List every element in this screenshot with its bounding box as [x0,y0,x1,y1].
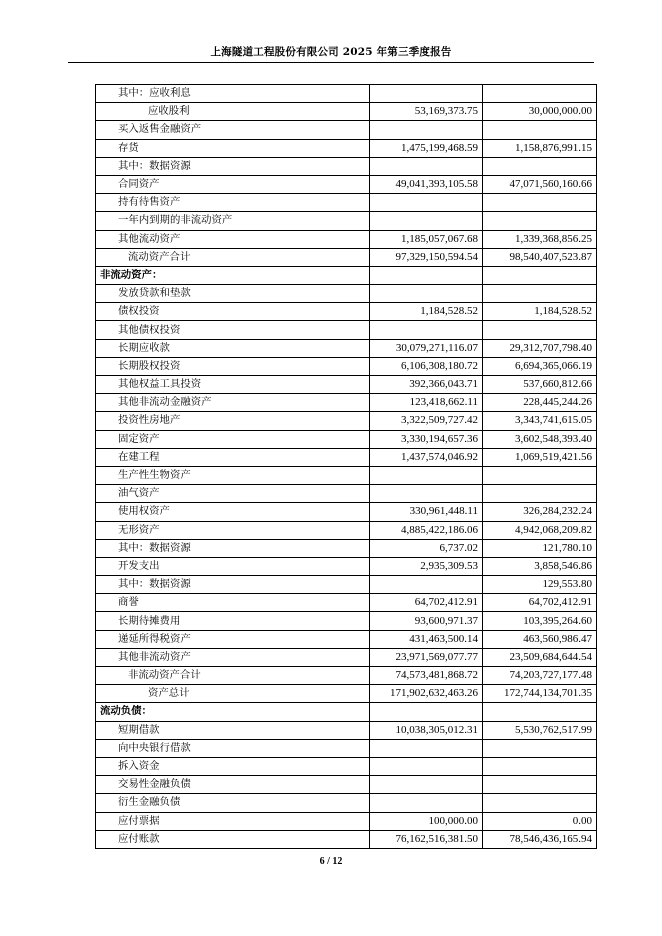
table-row [96,194,597,212]
current-period-value [370,212,483,230]
current-period-value: 49,041,393,105.58 [370,175,483,193]
current-period-value: 431,463,500.14 [370,630,483,648]
current-period-value: 10,038,305,012.31 [370,721,483,739]
current-period-value: 74,573,481,868.72 [370,667,483,685]
table-row [96,248,597,266]
prior-period-value: 103,395,264.60 [483,612,597,630]
table-row [96,303,597,321]
row-label: 长期应收款 [96,339,370,357]
current-period-value: 23,971,569,077.77 [370,648,483,666]
row-label: 存货 [96,139,370,157]
table-row [96,503,597,521]
table-row [96,703,597,721]
current-period-value [370,576,483,594]
header-divider [68,62,594,63]
table-row [96,85,597,103]
table-row [96,830,597,848]
row-label: 持有待售资产 [96,194,370,212]
row-label: 拆入资金 [96,757,370,775]
prior-period-value: 29,312,707,798.40 [483,339,597,357]
row-label: 交易性金融负债 [96,776,370,794]
row-label: 非流动资产合计 [96,667,370,685]
table-row [96,103,597,121]
current-period-value [370,85,483,103]
prior-period-value [483,212,597,230]
prior-period-value: 1,069,519,421.56 [483,448,597,466]
table-row [96,776,597,794]
row-label: 流动负债： [96,703,370,721]
table-row [96,448,597,466]
current-period-value [370,194,483,212]
table-row [96,630,597,648]
report-header-title: 上海隧道工程股份有限公司 2025 年第三季度报告 [210,46,452,58]
table-row [96,121,597,139]
table-row [96,466,597,484]
prior-period-value [483,321,597,339]
row-label: 一年内到期的非流动资产 [96,212,370,230]
current-period-value [370,285,483,303]
prior-period-value: 64,702,412.91 [483,594,597,612]
prior-period-value [483,739,597,757]
current-period-value [370,321,483,339]
table-row [96,557,597,575]
row-label: 油气资产 [96,485,370,503]
current-period-value: 2,935,309.53 [370,557,483,575]
current-period-value: 76,162,516,381.50 [370,830,483,848]
page-number: 6 / 12 [319,856,343,867]
current-period-value: 64,702,412.91 [370,594,483,612]
prior-period-value: 23,509,684,644.54 [483,648,597,666]
row-label: 长期股权投资 [96,357,370,375]
prior-period-value [483,266,597,284]
prior-period-value: 326,284,232.24 [483,503,597,521]
row-label: 投资性房地产 [96,412,370,430]
row-label: 衍生金融负债 [96,794,370,812]
current-period-value [370,121,483,139]
table-row [96,230,597,248]
prior-period-value [483,157,597,175]
table-row [96,576,597,594]
current-period-value: 392,366,043.71 [370,376,483,394]
prior-period-value: 463,560,986.47 [483,630,597,648]
balance-sheet-table [95,84,597,849]
current-period-value: 93,600,971.37 [370,612,483,630]
current-period-value [370,485,483,503]
row-label: 开发支出 [96,557,370,575]
row-label: 固定资产 [96,430,370,448]
prior-period-value: 1,339,368,856.25 [483,230,597,248]
row-label: 无形资产 [96,521,370,539]
current-period-value: 4,885,422,186.06 [370,521,483,539]
prior-period-value: 0.00 [483,812,597,830]
prior-period-value: 1,184,528.52 [483,303,597,321]
row-label: 长期待摊费用 [96,612,370,630]
table-row [96,539,597,557]
row-label: 其中：应收利息 [96,85,370,103]
prior-period-value [483,194,597,212]
row-label: 合同资产 [96,175,370,193]
table-row [96,157,597,175]
current-period-value: 171,902,632,463.26 [370,685,483,703]
prior-period-value [483,285,597,303]
current-period-value: 1,185,057,067.68 [370,230,483,248]
table-row [96,594,597,612]
table-row [96,794,597,812]
prior-period-value [483,757,597,775]
table-row [96,175,597,193]
current-period-value: 97,329,150,594.54 [370,248,483,266]
current-period-value: 330,961,448.11 [370,503,483,521]
table-row [96,430,597,448]
row-label: 使用权资产 [96,503,370,521]
row-label: 买入返售金融资产 [96,121,370,139]
prior-period-value [483,85,597,103]
current-period-value [370,739,483,757]
table-row [96,812,597,830]
row-label: 生产性生物资产 [96,466,370,484]
prior-period-value: 74,203,727,177.48 [483,667,597,685]
row-label: 向中央银行借款 [96,739,370,757]
table-row [96,285,597,303]
table-row [96,357,597,375]
table-row [96,648,597,666]
prior-period-value [483,776,597,794]
current-period-value: 53,169,373.75 [370,103,483,121]
prior-period-value: 47,071,560,160.66 [483,175,597,193]
prior-period-value: 537,660,812.66 [483,376,597,394]
table-row [96,757,597,775]
row-label: 债权投资 [96,303,370,321]
current-period-value: 6,106,308,180.72 [370,357,483,375]
row-label: 其中：数据资源 [96,157,370,175]
current-period-value [370,266,483,284]
prior-period-value: 129,553.80 [483,576,597,594]
current-period-value: 6,737.02 [370,539,483,557]
current-period-value: 1,184,528.52 [370,303,483,321]
current-period-value: 30,079,271,116.07 [370,339,483,357]
row-label: 其他权益工具投资 [96,376,370,394]
table-row [96,321,597,339]
row-label: 其他非流动资产 [96,648,370,666]
table-row [96,139,597,157]
current-period-value [370,757,483,775]
prior-period-value: 4,942,068,209.82 [483,521,597,539]
prior-period-value: 78,546,436,165.94 [483,830,597,848]
table-row [96,394,597,412]
prior-period-value [483,485,597,503]
prior-period-value: 228,445,244.26 [483,394,597,412]
table-row [96,212,597,230]
table-row [96,376,597,394]
prior-period-value: 172,744,134,701.35 [483,685,597,703]
prior-period-value [483,121,597,139]
prior-period-value [483,794,597,812]
row-label: 应付账款 [96,830,370,848]
prior-period-value [483,466,597,484]
prior-period-value: 3,343,741,615.05 [483,412,597,430]
row-label: 其他债权投资 [96,321,370,339]
current-period-value: 100,000.00 [370,812,483,830]
row-label: 其中：数据资源 [96,539,370,557]
current-period-value [370,157,483,175]
prior-period-value: 1,158,876,991.15 [483,139,597,157]
current-period-value [370,794,483,812]
row-label: 资产总计 [96,685,370,703]
prior-period-value: 3,858,546.86 [483,557,597,575]
table-row [96,612,597,630]
current-period-value [370,776,483,794]
prior-period-value: 121,780.10 [483,539,597,557]
row-label: 发放贷款和垫款 [96,285,370,303]
row-label: 非流动资产： [96,266,370,284]
table-row [96,485,597,503]
table-row [96,339,597,357]
current-period-value: 3,330,194,657.36 [370,430,483,448]
table-row [96,412,597,430]
prior-period-value: 5,530,762,517.99 [483,721,597,739]
row-label: 其他流动资产 [96,230,370,248]
row-label: 在建工程 [96,448,370,466]
table-row [96,685,597,703]
current-period-value: 3,322,509,727.42 [370,412,483,430]
prior-period-value: 3,602,548,393.40 [483,430,597,448]
row-label: 其他非流动金融资产 [96,394,370,412]
prior-period-value [483,703,597,721]
row-label: 应收股利 [96,103,370,121]
prior-period-value: 30,000,000.00 [483,103,597,121]
table-row [96,739,597,757]
table-row [96,521,597,539]
current-period-value [370,466,483,484]
current-period-value: 1,475,199,468.59 [370,139,483,157]
table-row [96,266,597,284]
table-row [96,667,597,685]
current-period-value: 1,437,574,046.92 [370,448,483,466]
prior-period-value: 98,540,407,523.87 [483,248,597,266]
row-label: 递延所得税资产 [96,630,370,648]
table-row [96,721,597,739]
row-label: 应付票据 [96,812,370,830]
balance-sheet-body [96,85,597,849]
prior-period-value: 6,694,365,066.19 [483,357,597,375]
current-period-value: 123,418,662.11 [370,394,483,412]
row-label: 其中：数据资源 [96,576,370,594]
row-label: 流动资产合计 [96,248,370,266]
row-label: 商誉 [96,594,370,612]
current-period-value [370,703,483,721]
row-label: 短期借款 [96,721,370,739]
